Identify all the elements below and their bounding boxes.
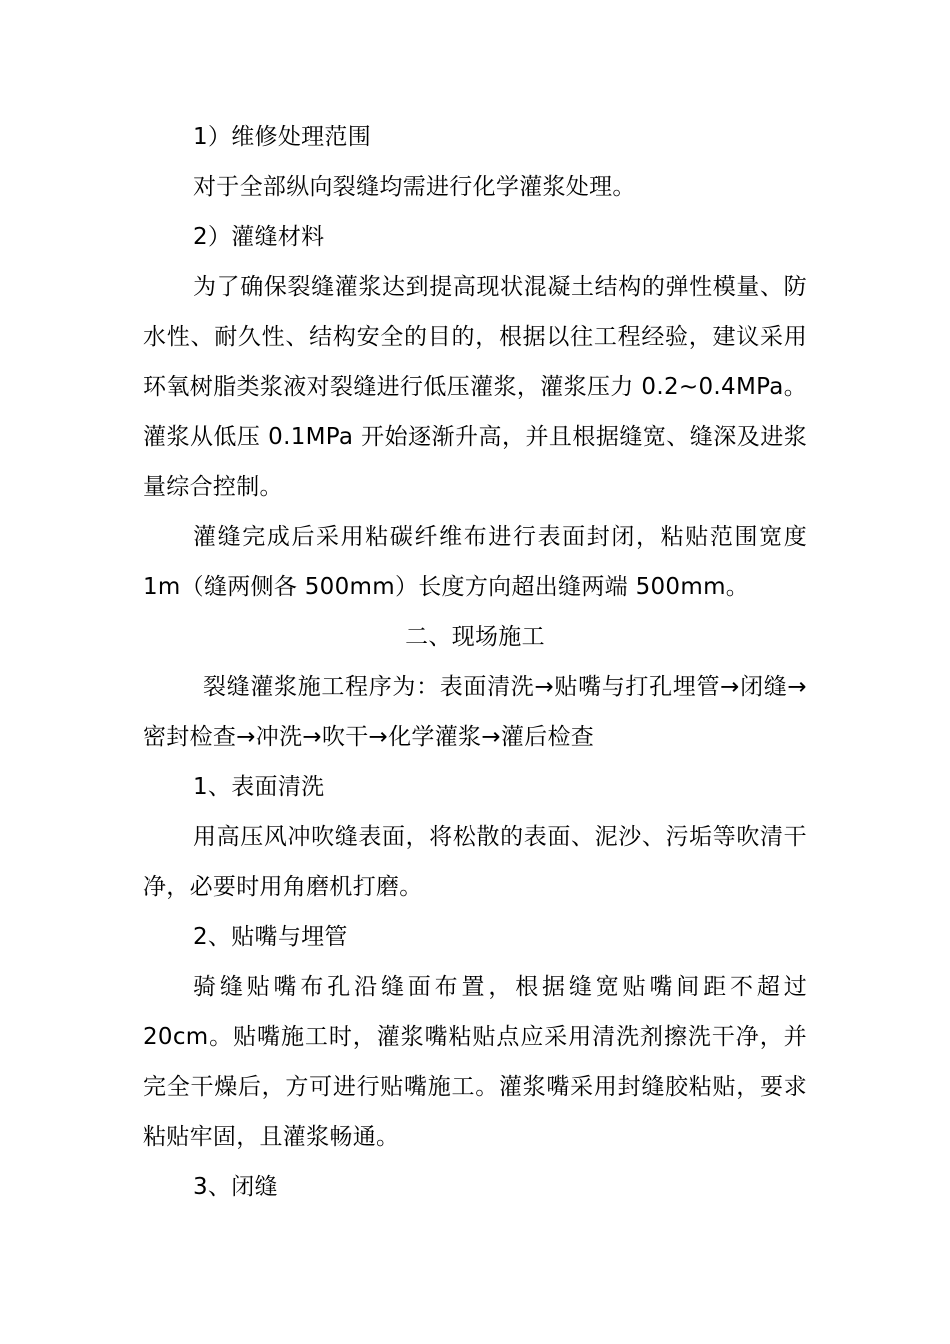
section-heading-construction: 二、现场施工	[405, 624, 545, 650]
step-heading-surface-cleaning: 1、表面清洗	[193, 774, 325, 800]
paragraph-procedure: 裂缝灌浆施工程序为：表面清洗→贴嘴与打孔埋管→闭缝→密封检查→冲洗→吹干→化学灌浆→灌后检查	[143, 674, 807, 750]
document-body	[143, 112, 807, 1212]
paragraph-surface-cleaning: 用高压风冲吹缝表面，将松散的表面、泥沙、污垢等吹清干净，必要时用角磨机打磨。	[143, 824, 807, 900]
item-heading-material: 2）灌缝材料	[193, 224, 325, 250]
item-heading-scope: 1）维修处理范围	[193, 124, 372, 150]
paragraph-sealing: 灌缝完成后采用粘碳纤维布进行表面封闭，粘贴范围宽度 1m（缝两侧各 500mm）长度方向超出缝两端 500mm。	[143, 524, 807, 600]
paragraph-material: 为了确保裂缝灌浆达到提高现状混凝土结构的弹性模量、防水性、耐久性、结构安全的目的，根据以往工程经验，建议采用环氧树脂类浆液对裂缝进行低压灌浆，灌浆压力 0.2~0.4MPa。灌浆从低压 0.1MPa 开始逐渐升高，并且根据缝宽、缝深及进浆量综合控制。	[143, 274, 807, 500]
paragraph-nozzle-pipe: 骑缝贴嘴布孔沿缝面布置，根据缝宽贴嘴间距不超过 20cm。贴嘴施工时，灌浆嘴粘贴点应采用清洗剂擦洗干净，并完全干燥后，方可进行贴嘴施工。灌浆嘴采用封缝胶粘贴，要求粘贴牢固，且灌浆畅通。	[143, 974, 807, 1150]
step-heading-nozzle-pipe: 2、贴嘴与埋管	[193, 924, 348, 950]
step-heading-close-seam: 3、闭缝	[193, 1174, 278, 1200]
paragraph-scope: 对于全部纵向裂缝均需进行化学灌浆处理。	[193, 174, 636, 200]
